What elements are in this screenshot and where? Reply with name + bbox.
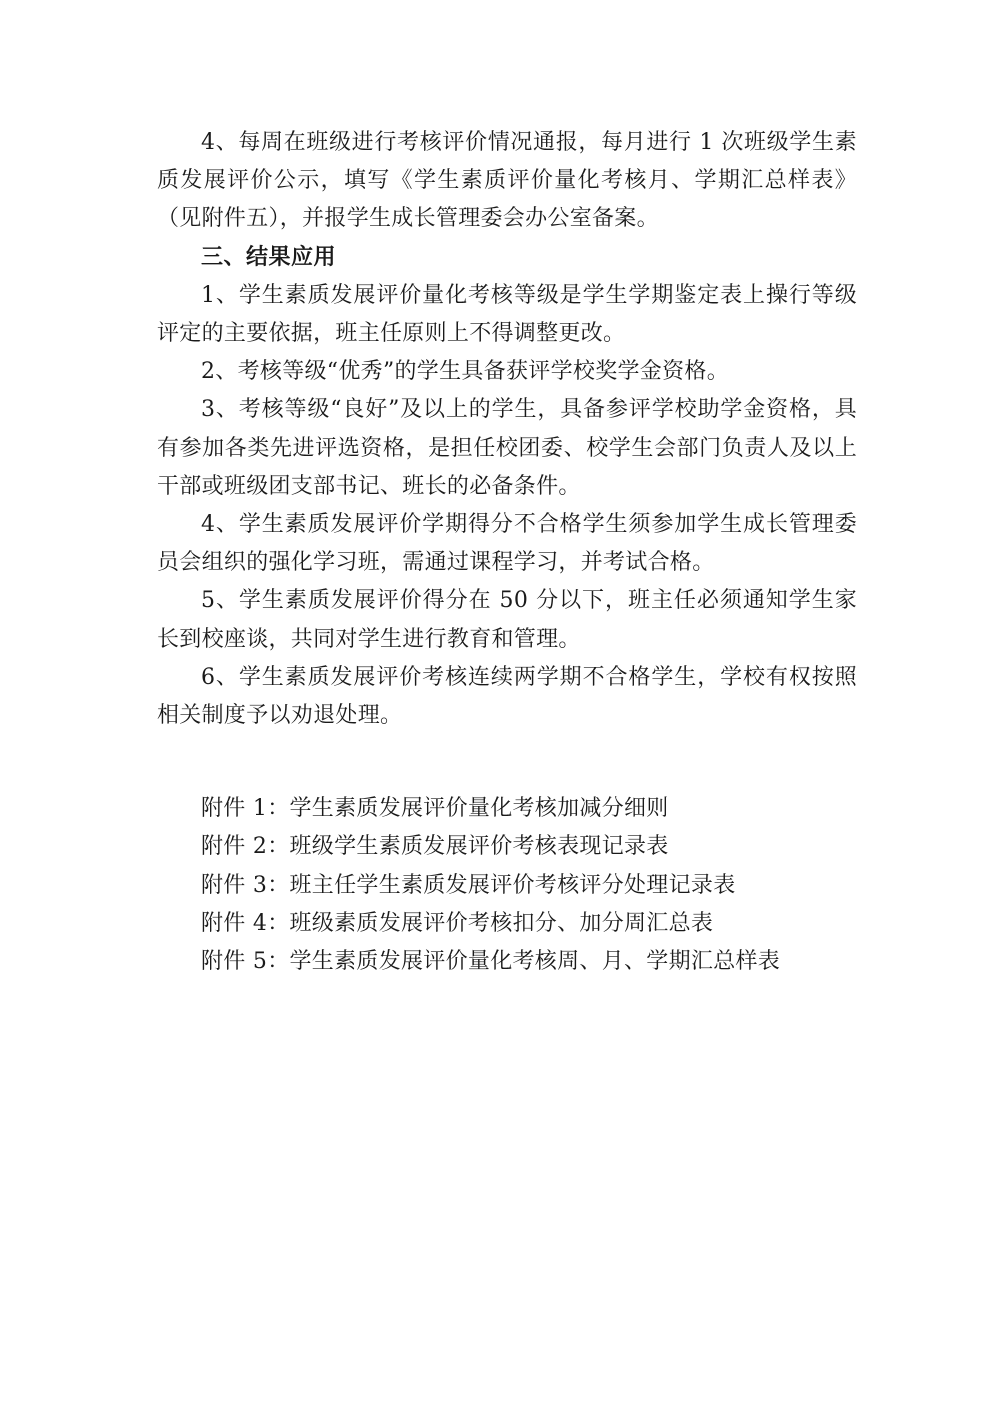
attachment-item-4: 附件 4：班级素质发展评价考核扣分、加分周汇总表 (201, 910, 714, 936)
result-item-5: 5、学生素质发展评价得分在 50 分以下，班主任必须通知学生家长到校座谈，共同对学生进行教育和管理。 (157, 588, 857, 652)
attachment-item-1: 附件 1：学生素质发展评价量化考核加减分细则 (201, 796, 669, 822)
document-body (157, 124, 857, 981)
result-item-4: 4、学生素质发展评价学期得分不合格学生须参加学生成长管理委员会组织的强化学习班，需通过课程学习，并考试合格。 (157, 512, 857, 576)
result-item-6: 6、学生素质发展评价考核连续两学期不合格学生，学校有权按照相关制度予以劝退处理。 (157, 664, 857, 729)
attachment-item-2: 附件 2：班级学生素质发展评价考核表现记录表 (201, 834, 669, 860)
result-item-3: 3、考核等级“良好”及以上的学生，具备参评学校助学金资格，具有参加各类先进评选资格，是担任校团委、校学生会部门负责人及以上干部或班级团支部书记、班长的必备条件。 (157, 397, 857, 499)
section-heading-results: 三、结果应用 (201, 244, 337, 270)
attachment-item-3: 附件 3：班主任学生素质发展评价考核评分处理记录表 (201, 872, 736, 898)
result-item-1: 1、学生素质发展评价量化考核等级是学生学期鉴定表上操行等级评定的主要依据，班主任原则上不得调整更改。 (157, 282, 857, 347)
attachment-item-5: 附件 5：学生素质发展评价量化考核周、月、学期汇总样表 (201, 949, 781, 975)
paragraph-item-4: 4、每周在班级进行考核评价情况通报，每月进行 1 次班级学生素质发展评价公示，填写《学生素质评价量化考核月、学期汇总样表》（见附件五），并报学生成长管理委会办公室备案。 (157, 130, 857, 232)
attachment-list (157, 790, 857, 981)
result-item-2: 2、考核等级“优秀”的学生具备获评学校奖学金资格。 (201, 359, 729, 385)
